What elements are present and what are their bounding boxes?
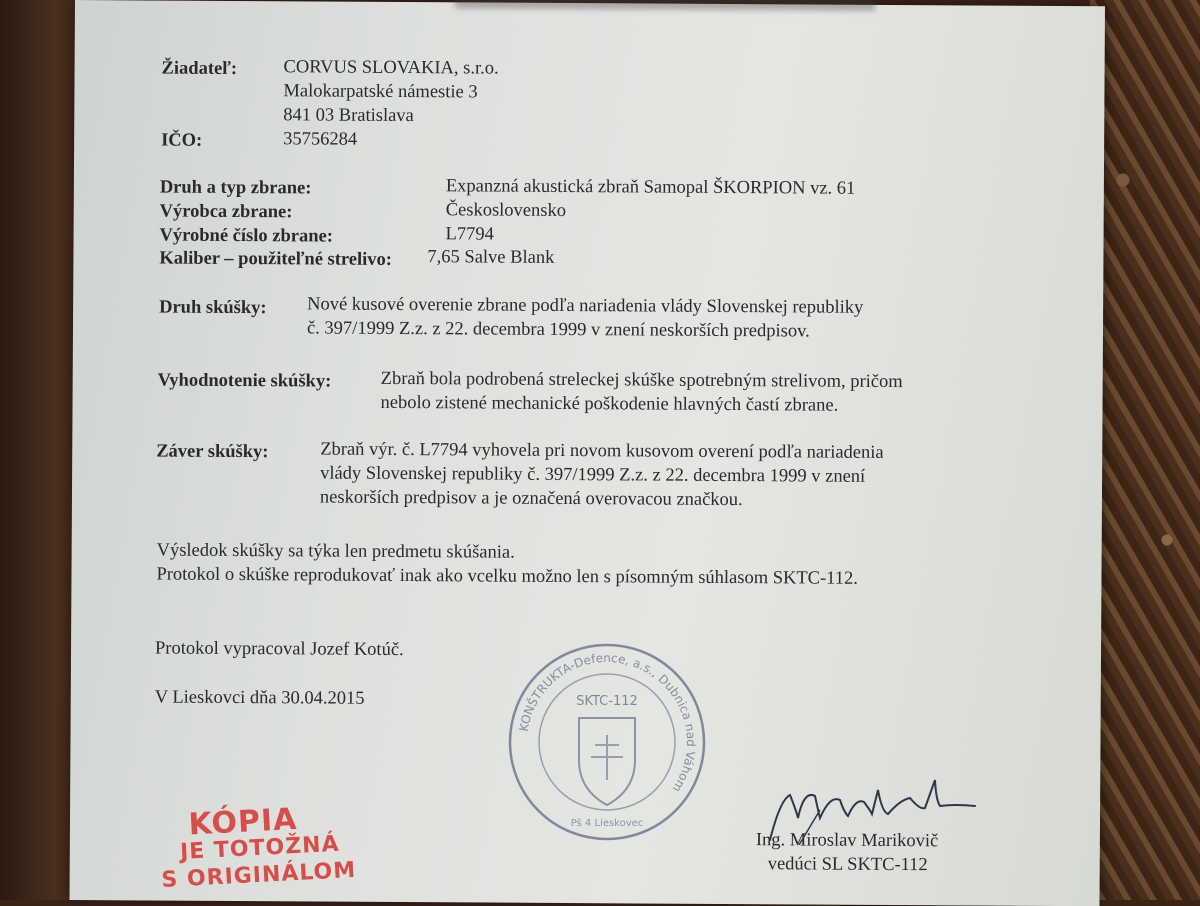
copy-stamp-line: S ORIGINÁLOM (160, 857, 357, 894)
handwritten-signature (760, 770, 990, 845)
place-date: V Lieskovci dňa 30.04.2015 (154, 687, 365, 709)
applicant-street: Malokarpatské námestie 3 (283, 81, 478, 103)
signatory-name: Ing. Miroslav Marikovič (755, 830, 939, 852)
notes-line: Výsledok skúšky sa týka len predmetu skúšania. (156, 540, 515, 563)
conclusion-line: neskorších predpisov a je označená overovacou značkou. (319, 487, 743, 511)
test-type-line: Nové kusové overenie zbrane podľa nariadenia vlády Slovenskej republiky (307, 294, 864, 318)
weapon-type-label: Druh a typ zbrane: (159, 177, 312, 199)
test-type-label: Druh skúšky: (159, 297, 267, 319)
official-round-stamp (505, 640, 710, 845)
applicant-name: CORVUS SLOVAKIA, s.r.o. (283, 57, 499, 79)
weapon-maker-value: Československo (445, 200, 567, 222)
ico-label: IČO: (161, 130, 203, 151)
ico-value: 35756284 (283, 129, 358, 150)
copy-stamp-line: KÓPIA (187, 801, 299, 843)
notes-line: Protokol o skúške reprodukovať inak ako vcelku možno len s písomným súhlasom SKTC-112. (156, 564, 858, 589)
copy-stamp-line: JE TOTOŽNÁ (179, 831, 341, 866)
evaluation-line: nebolo zistené mechanické poškodenie hlavných častí zbrane. (380, 392, 839, 416)
test-type-text (307, 292, 863, 343)
cut-off-heading (455, 0, 875, 11)
stamp-bottom-text: Pš 4 Lieskovec (570, 818, 644, 829)
evaluation-label: Vyhodnotenie skúšky: (157, 370, 332, 392)
notes (156, 539, 858, 591)
weapon-serial-label: Výrobné číslo zbrane: (159, 225, 333, 247)
conclusion-line: vlády Slovenskej republiky č. 397/1999 Z.z. z 22. decembra 1999 v znení (320, 463, 866, 487)
evaluation-text (380, 367, 902, 418)
signatory-role: vedúci SL SKTC-112 (767, 854, 928, 876)
weapon-type-value: Expanzná akustická zbraň Samopal ŠKORPION vz. 61 (445, 176, 856, 199)
conclusion-text (320, 438, 884, 513)
evaluation-line: Zbraň bola podrobená streleckej skúške spotrebným strelivom, pričom (380, 368, 903, 393)
prepared-by: Protokol vypracoval Jozef Kotúč. (154, 638, 404, 661)
weapon-caliber-label: Kaliber – použiteľné strelivo: (159, 248, 393, 270)
weapon-serial-value: L7794 (445, 224, 494, 245)
conclusion-label: Záver skúšky: (156, 441, 269, 463)
background-carpet (1090, 0, 1200, 900)
conclusion-line: Zbraň výr. č. L7794 vyhovela pri novom kusovom overení podľa nariadenia (320, 439, 884, 463)
stamp-ring-text: KONŠTRUKTA-Defence, a.s., Dubnica nad Váhom (516, 650, 699, 795)
copy-stamp (158, 803, 357, 894)
test-type-line: č. 397/1999 Z.z. z 22. decembra 1999 v znení neskorších predpisov. (306, 318, 810, 342)
weapon-caliber-value: 7,65 Salve Blank (427, 247, 555, 268)
applicant-label: Žiadateľ: (161, 58, 238, 79)
applicant-city: 841 03 Bratislava (283, 105, 414, 127)
weapon-maker-label: Výrobca zbrane: (159, 201, 293, 223)
stamp-center-text: SKTC-112 (576, 694, 638, 709)
